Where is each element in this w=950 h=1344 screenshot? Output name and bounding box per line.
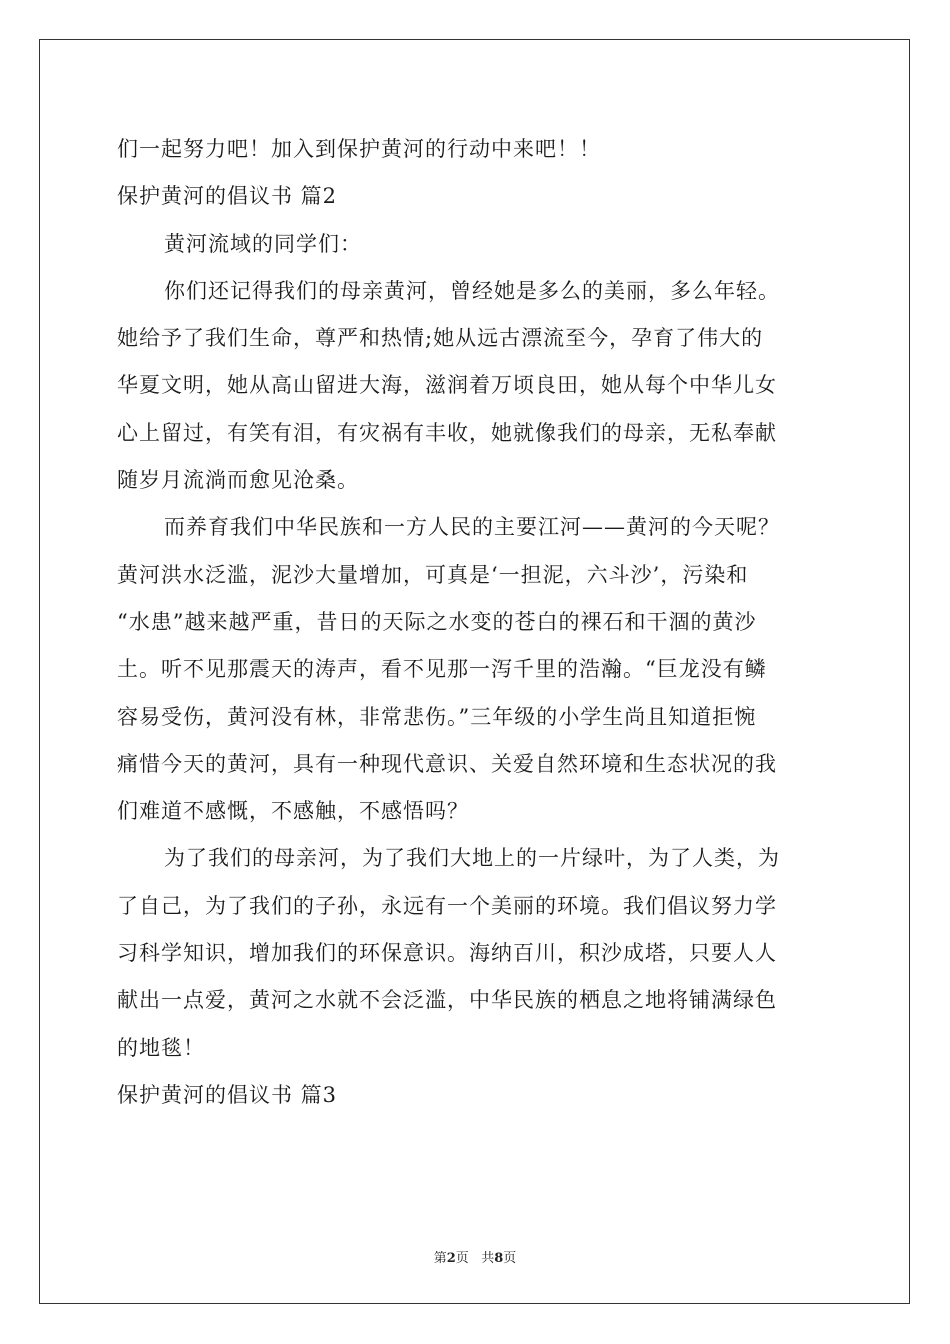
text-line: 容易受伤，黄河没有林，非常悲伤。”三年级的小学生尚且知道拒惋 (117, 704, 757, 729)
text-line: 习科学知识，增加我们的环保意识。海纳百川，积沙成塔，只要人人 (117, 941, 777, 966)
text-line: 为了我们的母亲河，为了我们大地上的一片绿叶，为了人类，为 (164, 846, 780, 871)
text-line: 土。听不见那震天的涛声，看不见那一泻千里的浩瀚。“巨龙没有鳞 (117, 657, 767, 682)
document-body (117, 126, 835, 1119)
text-line: 痛惜今天的黄河，具有一种现代意识、关爱自然环境和生态状况的我 (117, 751, 777, 776)
footer-suffix: 页 (503, 1251, 517, 1266)
text-line: 了自己，为了我们的子孙，永远有一个美丽的环境。我们倡议努力学 (117, 893, 777, 918)
text-line: 她给予了我们生命，尊严和热情;她从远古漂流至今，孕育了伟大的 (117, 326, 764, 351)
footer-prefix: 第 (433, 1251, 447, 1266)
section-heading: 保护黄河的倡议书 篇2 (117, 184, 338, 209)
text-line: “水患”越来越严重，昔日的天际之水变的苍白的裸石和干涸的黄沙 (117, 609, 757, 634)
current-page-number: 2 (446, 1251, 456, 1266)
text-line: 随岁月流淌而愈见沧桑。 (117, 468, 359, 493)
text-line: 的地毯！ (117, 1035, 205, 1060)
section-heading: 保护黄河的倡议书 篇3 (117, 1082, 338, 1107)
text-line: 黄河洪水泛滥，泥沙大量增加，可真是‘一担泥，六斗沙’，污染和 (117, 562, 749, 587)
total-page-number: 8 (494, 1251, 504, 1266)
footer-middle: 页 共 (455, 1251, 495, 1266)
text-line: 你们还记得我们的母亲黄河，曾经她是多么的美丽，多么年轻。 (164, 278, 780, 303)
text-line: 而养育我们中华民族和一方人民的主要江河——黄河的今天呢？ (164, 515, 780, 540)
text-line: 们一起努力吧！加入到保护黄河的行动中来吧！！ (117, 137, 601, 161)
text-line: 黄河流域的同学们： (164, 231, 362, 256)
page-footer (0, 1247, 950, 1266)
text-line: 献出一点爱，黄河之水就不会泛滥，中华民族的栖息之地将铺满绿色 (117, 988, 777, 1013)
text-line: 华夏文明，她从高山留进大海，滋润着万顷良田，她从每个中华儿女 (117, 373, 777, 398)
text-line: 们难道不感慨，不感触，不感悟吗？ (117, 799, 469, 824)
text-line: 心上留过，有笑有泪，有灾祸有丰收，她就像我们的母亲，无私奉献 (117, 420, 777, 445)
